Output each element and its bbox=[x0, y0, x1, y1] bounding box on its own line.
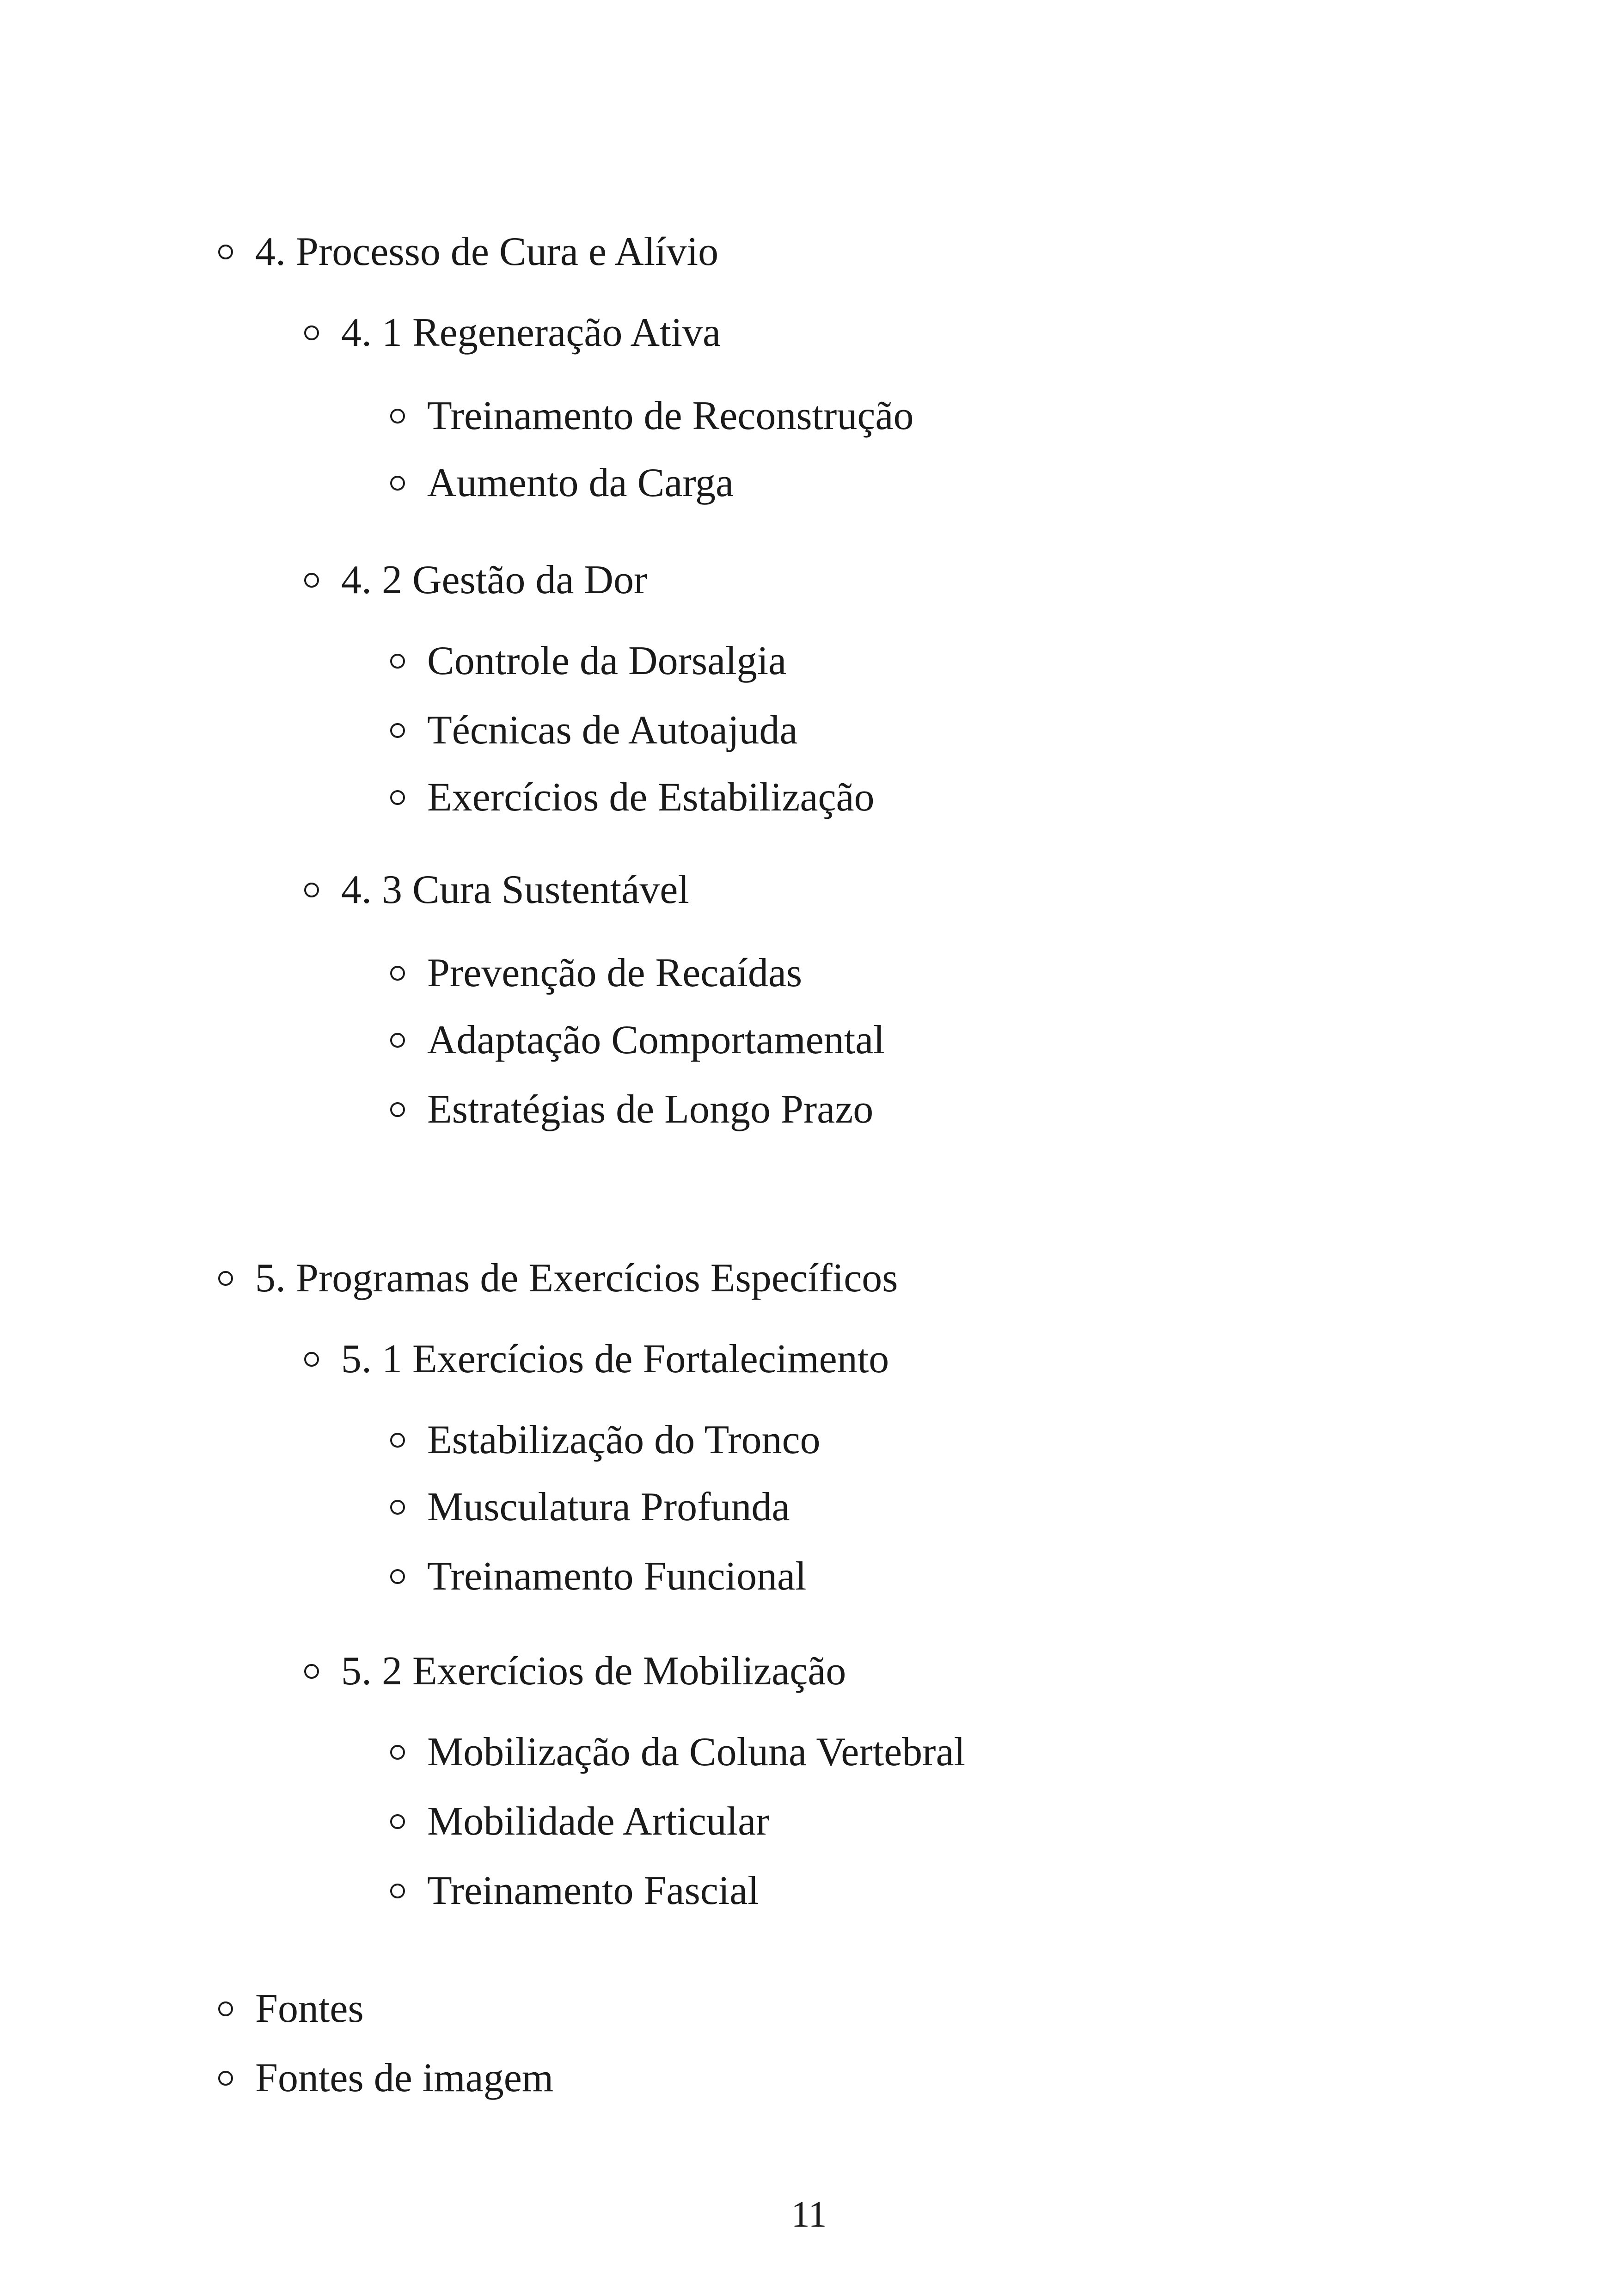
page-number: 11 bbox=[791, 2194, 827, 2235]
toc-entry: Treinamento de Reconstrução bbox=[427, 393, 914, 438]
circle-bullet-icon bbox=[304, 883, 319, 897]
circle-bullet-icon bbox=[390, 1500, 405, 1515]
circle-bullet-icon bbox=[304, 1352, 319, 1367]
circle-bullet-icon bbox=[390, 966, 405, 981]
circle-bullet-icon bbox=[390, 1569, 405, 1584]
toc-entry: Técnicas de Autoajuda bbox=[427, 708, 798, 753]
toc-image-sources: Fontes de imagem bbox=[255, 2056, 554, 2100]
circle-bullet-icon bbox=[390, 723, 405, 738]
circle-bullet-icon bbox=[390, 409, 405, 424]
circle-bullet-icon bbox=[304, 573, 319, 588]
circle-bullet-icon bbox=[390, 790, 405, 805]
toc-entry: Treinamento Fascial bbox=[427, 1868, 759, 1913]
toc-entry: Treinamento Funcional bbox=[427, 1554, 807, 1599]
toc-entry: Estabilização do Tronco bbox=[427, 1418, 821, 1462]
toc-subsection-title: 5. 1 Exercícios de Fortalecimento bbox=[341, 1337, 889, 1381]
toc-entry: Prevenção de Recaídas bbox=[427, 951, 803, 995]
circle-bullet-icon bbox=[390, 1745, 405, 1760]
toc-subsection-title: 4. 2 Gestão da Dor bbox=[341, 558, 648, 602]
circle-bullet-icon bbox=[218, 2001, 233, 2016]
circle-bullet-icon bbox=[304, 325, 319, 340]
circle-bullet-icon bbox=[218, 2071, 233, 2086]
circle-bullet-icon bbox=[390, 1433, 405, 1448]
toc-entry: Adaptação Comportamental bbox=[427, 1018, 885, 1062]
toc-entry: Estratégias de Longo Prazo bbox=[427, 1087, 874, 1132]
toc-entry: Aumento da Carga bbox=[427, 460, 734, 505]
circle-bullet-icon bbox=[390, 1033, 405, 1048]
toc-subsection-title: 4. 1 Regeneração Ativa bbox=[341, 310, 721, 355]
circle-bullet-icon bbox=[218, 245, 233, 259]
toc-entry: Mobilização da Coluna Vertebral bbox=[427, 1730, 965, 1774]
circle-bullet-icon bbox=[390, 1884, 405, 1898]
toc-subsection-title: 4. 3 Cura Sustentável bbox=[341, 867, 689, 912]
circle-bullet-icon bbox=[390, 1814, 405, 1829]
toc-section-5-title: 5. Programas de Exercícios Específicos bbox=[255, 1256, 898, 1301]
toc-section-4-title: 4. Processo de Cura e Alívio bbox=[255, 229, 719, 274]
circle-bullet-icon bbox=[304, 1664, 319, 1679]
toc-entry: Controle da Dorsalgia bbox=[427, 638, 787, 683]
toc-entry: Exercícios de Estabilização bbox=[427, 775, 875, 820]
circle-bullet-icon bbox=[390, 654, 405, 669]
toc-sources: Fontes bbox=[255, 1986, 364, 2031]
circle-bullet-icon bbox=[390, 1102, 405, 1117]
toc-entry: Musculatura Profunda bbox=[427, 1485, 790, 1529]
toc-entry: Mobilidade Articular bbox=[427, 1799, 770, 1844]
toc-subsection-title: 5. 2 Exercícios de Mobilização bbox=[341, 1649, 846, 1694]
circle-bullet-icon bbox=[218, 1271, 233, 1286]
circle-bullet-icon bbox=[390, 476, 405, 491]
